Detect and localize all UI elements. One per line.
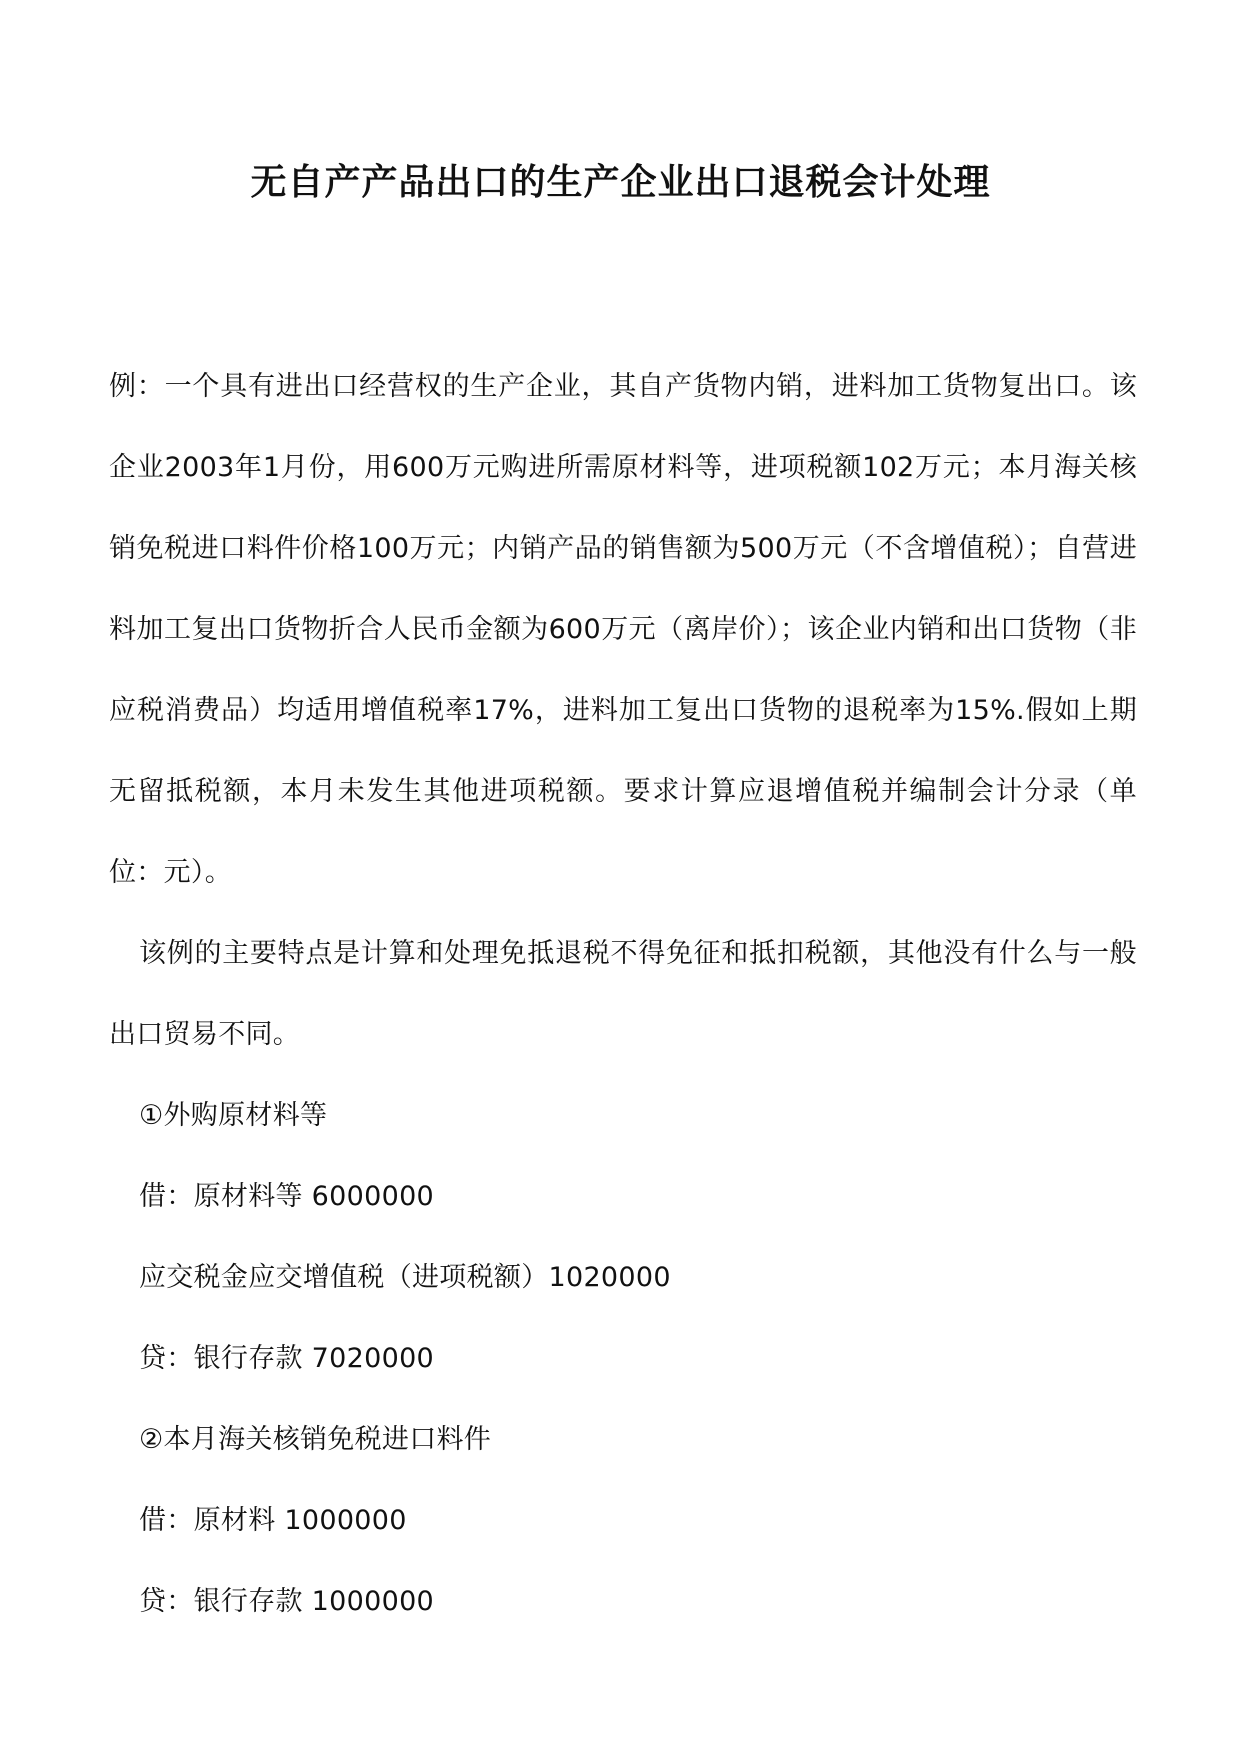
entry-debit-raw-material: 借：原材料 1000000 bbox=[139, 1505, 407, 1536]
analysis-paragraph: 该例的主要特点是计算和处理免抵退税不得免征和抵扣税额，其他没有什么与一般出口贸易不同。 bbox=[109, 938, 1137, 1050]
example-paragraph: 例：一个具有进出口经营权的生产企业，其自产货物内销，进料加工货物复出口。该企业2003年1月份，用600万元购进所需原材料等，进项税额102万元；本月海关核销免税进口料件价格100万元；内销产品的销售额为500万元（不含增值税）；自营进料加工复出口货物折合人民币金额为600万元（离岸价）；该企业内销和出口货物（非应税消费品）均适用增值税率17%，进料加工复出口货物的退税率为15%.假如上期无留抵税额，本月未发生其他进项税额。要求计算应退增值税并编制会计分录（单位：元）。 bbox=[109, 371, 1137, 888]
entry-debit-raw-materials: 借：原材料等 6000000 bbox=[139, 1181, 435, 1212]
entry-heading-purchase: ①外购原材料等 bbox=[139, 1100, 328, 1131]
document-title: 无自产产品出口的生产企业出口退税会计处理 bbox=[250, 161, 991, 203]
entry-credit-bank-deposit-2: 贷：银行存款 1000000 bbox=[139, 1586, 435, 1617]
entry-debit-input-vat: 应交税金应交增值税（进项税额）1020000 bbox=[139, 1262, 671, 1293]
entry-heading-customs-verification: ②本月海关核销免税进口料件 bbox=[139, 1424, 492, 1455]
entry-credit-bank-deposit: 贷：银行存款 7020000 bbox=[139, 1343, 435, 1374]
document-body bbox=[109, 346, 1137, 1642]
